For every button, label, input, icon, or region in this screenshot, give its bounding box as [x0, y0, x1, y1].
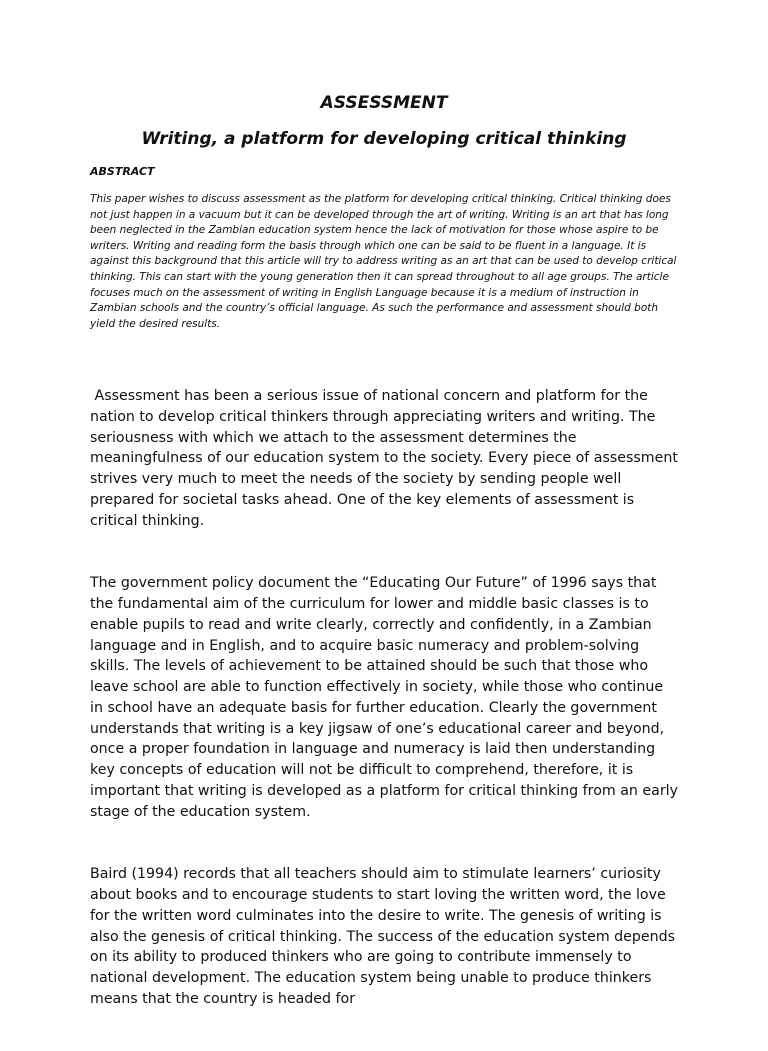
body-paragraph: The government policy document the “Educating Our Future” of 1996 says that the fundamental aim of the curriculum for lower and middle basic classes is to enable pupils to read and write clearly, correctly and confidently, in a Zambian language and in English, and to acquire basic numeracy and problem-solving skills. The levels of achievement to be attained should be such that those who leave school are able to function effectively in society, while those who continue in school have an adequate basis for further education. Clearly the government understands that writing is a key jigsaw of one’s educational career and beyond, once a proper foundation in language and numeracy is laid then understanding key concepts of education will not be difficult to comprehend, therefore, it is important that writing is developed as a platform for critical thinking from an early stage of the education system.	[90, 575, 683, 820]
body-paragraph: Baird (1994) records that all teachers should aim to stimulate learners’ curiosity about books and to encourage students to start loving the written word, the love for the written word culminates into the desire to write. The genesis of writing is also the genesis of critical thinking. The success of the education system depends on its ability to produced thinkers who are going to contribute immensely to national development. The education system being unable to produce thinkers means that the country is headed for	[90, 866, 680, 1008]
document-subtitle: Writing, a platform for developing critical thinking	[141, 129, 627, 149]
document-title: ASSESSMENT	[320, 93, 448, 113]
body-text	[90, 344, 683, 1051]
abstract-heading: ABSTRACT	[90, 165, 155, 178]
body-paragraph: Assessment has been a serious issue of national concern and platform for the nation to develop critical thinkers through appreciating writers and writing. The seriousness with which we attach to the assessment determines the meaningfulness of our education system to the society. Every piece of assessment strives very much to meet the needs of the society by sending people well prepared for societal tasks ahead. One of the key elements of assessment is critical thinking.	[90, 387, 683, 529]
document-page	[90, 92, 683, 1051]
abstract-text: This paper wishes to discuss assessment as the platform for developing critical thinking. Critical thinking does not just happen in a vacuum but it can be developed through the art of writing. Writing is an art that has long been neglected in the Zambian education system hence the lack of motivation for those whose aspire to be writers. Writing and reading form the basis through which one can be said to be fluent in a language. It is against this background that this article will try to address writing as an art that can be used to develop critical thinking. This can start with the young generation then it can spread throughout to all age groups. The article focuses much on the assessment of writing in English Language because it is a medium of instruction in Zambian schools and the country’s official language. As such the performance and assessment should both yield the desired results.	[90, 193, 677, 330]
